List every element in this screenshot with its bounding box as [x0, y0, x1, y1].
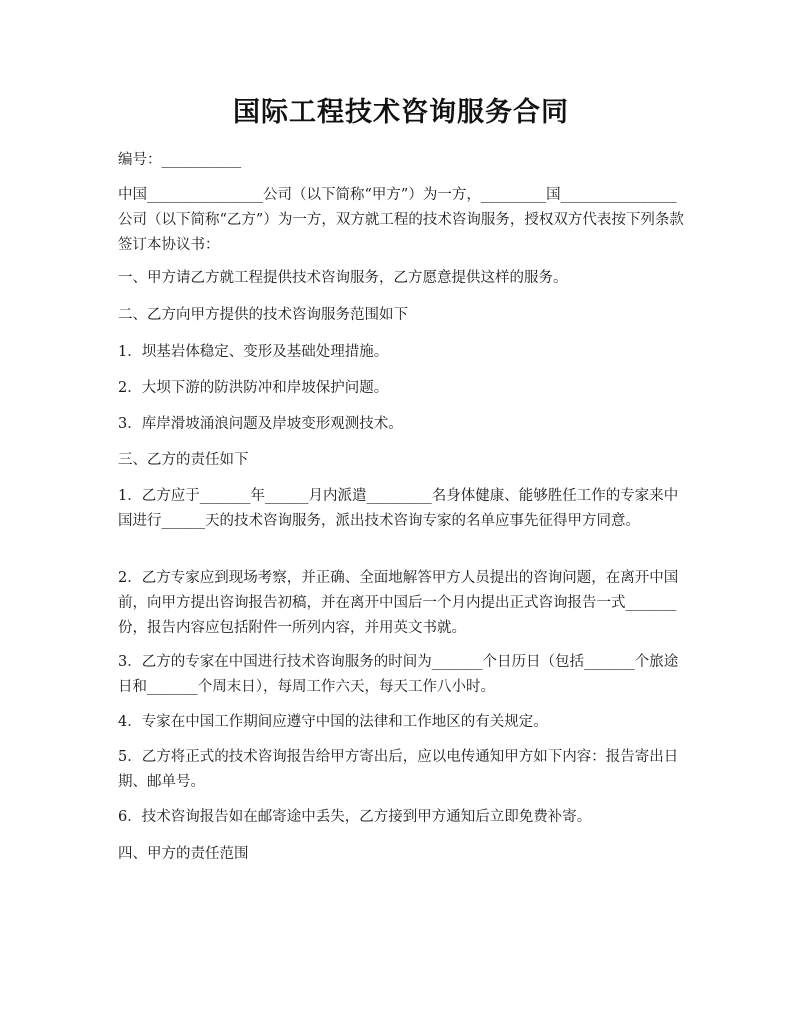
clause-2-heading: 二、乙方向甲方提供的技术咨询服务范围如下 [118, 307, 408, 323]
clause-2-item-3: 3．库岸滑坡涌浪问题及岸坡变形观测技术。 [118, 416, 403, 432]
contract-number: 编号：___________ [118, 152, 242, 168]
clause-3-item-6: 6．技术咨询报告如在邮寄途中丢失，乙方接到甲方通知后立即免费补寄。 [118, 809, 592, 825]
clause-1: 一、甲方请乙方就工程提供技术咨询服务，乙方愿意提供这样的服务。 [118, 270, 568, 286]
clause-3-item-2: 2．乙方专家应到现场考察，并正确、全面地解答甲方人员提出的咨询问题，在离开中国前，向甲方提出咨询报告初稿，并在离开中国后一个月内提出正式咨询报告一式_______份，报告内容应包括附件一所列内容，并用英文书就。 [118, 570, 679, 636]
clause-3-item-1: 1．乙方应于_______年______月内派遣_________名身体健康、能够胜任工作的专家来中国进行______天的技术咨询服务，派出技术咨询专家的名单应事先征得甲方同意。 [118, 488, 679, 529]
clause-4-heading: 四、甲方的责任范围 [118, 846, 249, 862]
clause-3-item-4: 4．专家在中国工作期间应遵守中国的法律和工作地区的有关规定。 [118, 714, 548, 730]
clause-2-item-2: 2．大坝下游的防洪防冲和岸坡保护问题。 [118, 380, 389, 396]
clause-3-item-3: 3．乙方的专家在中国进行技术咨询服务的时间为_______个日历日（包括_______个旅途日和_______个周末日），每周工作六天，每天工作八小时。 [118, 654, 679, 695]
clause-3-heading: 三、乙方的责任如下 [118, 452, 249, 468]
document-title: 国际工程技术咨询服务合同 [233, 97, 569, 128]
preamble-paragraph: 中国________________公司（以下简称“甲方”）为一方，_________国________________公司（以下简称“乙方”）为一方，双方就工程的技术咨询服务，授权双方代表按下列条款签订本协议书： [118, 187, 684, 253]
clause-3-item-5: 5．乙方将正式的技术咨询报告给甲方寄出后，应以电传通知甲方如下内容：报告寄出日期、邮单号。 [118, 749, 679, 790]
clause-2-item-1: 1．坝基岩体稳定、变形及基础处理措施。 [118, 344, 389, 360]
